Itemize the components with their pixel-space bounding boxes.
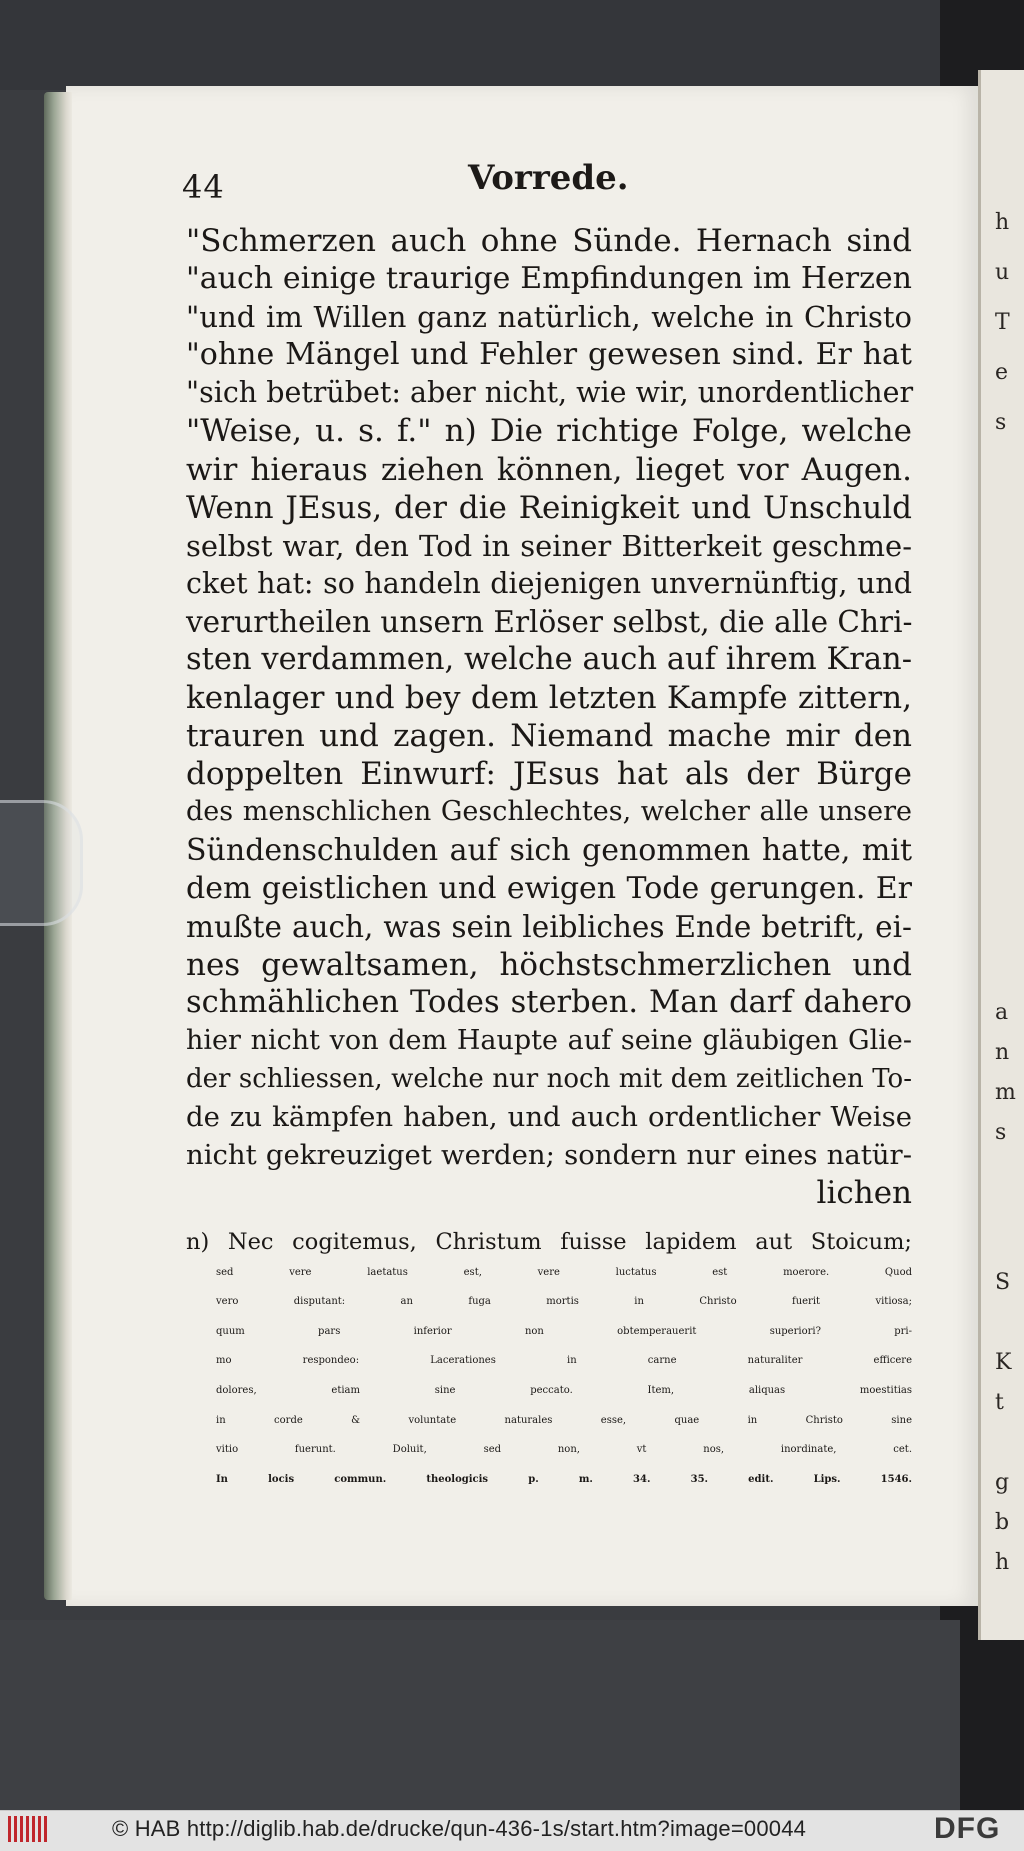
text-line: schmählichen Todes sterben. Man darf dahero xyxy=(186,984,912,1020)
main-text-block xyxy=(186,222,912,1212)
text-line: wir hieraus ziehen können, lieget vor Augen. xyxy=(186,451,912,488)
scan-background-bottom xyxy=(0,1620,960,1810)
next-page-glyph: u xyxy=(995,260,1010,285)
text-line: des menschlichen Geschlechtes, welcher alle unsere xyxy=(186,796,912,828)
text-line: doppelten Einwurf: JEsus hat als der Bürge xyxy=(186,756,912,793)
footnote-line: vitio fuerunt. Doluit, sed non, vt nos, inordinate, cet. xyxy=(216,1444,912,1456)
footnote-block xyxy=(186,1228,912,1494)
next-page-glyph: e xyxy=(995,360,1009,385)
footnote-line: sed vere laetatus est, vere luctatus est moerore. Quod xyxy=(216,1266,912,1278)
next-page-glyph: a xyxy=(995,1000,1009,1025)
page-number: 44 xyxy=(182,168,225,206)
text-line: der schliessen, welche nur noch mit dem zeitlichen To- xyxy=(186,1064,912,1095)
text-line: verurtheilen unsern Erlöser selbst, die alle Chri- xyxy=(186,604,913,639)
next-page-glyph: h xyxy=(995,210,1010,235)
text-line: cket hat: so handeln diejenigen unvernünftig, und xyxy=(186,566,912,600)
footnote-line: vero disputant: an fuga mortis in Christo fuerit vitiosa; xyxy=(216,1296,912,1308)
text-line: dem geistlichen und ewigen Tode gerungen. Er xyxy=(186,870,912,906)
text-line: kenlager und bey dem letzten Kampfe zittern, xyxy=(186,680,912,717)
footnote-line: In locis commun. theologicis p. m. 34. 35. edit. Lips. 1546. xyxy=(216,1473,912,1485)
text-line: "sich betrübet: aber nicht, wie wir, unordentlicher xyxy=(186,376,914,410)
next-page-glyph: b xyxy=(995,1510,1010,1535)
text-line: nes gewaltsamen, höchstschmerzlichen und xyxy=(186,946,912,983)
next-page-glyph: g xyxy=(995,1470,1010,1495)
next-page-glyph: m xyxy=(995,1080,1016,1105)
next-page-glyph: K xyxy=(995,1350,1012,1375)
text-line: "und im Willen ganz natürlich, welche in Christo xyxy=(186,300,912,335)
footnote-line: in corde & voluntate naturales esse, quae in Christo sine xyxy=(216,1414,912,1426)
text-line: hier nicht von dem Haupte auf seine gläubigen Glie- xyxy=(186,1024,912,1056)
text-line: trauren und zagen. Niemand mache mir den xyxy=(186,718,912,755)
text-line: Sündenschulden auf sich genommen hatte, mit xyxy=(186,832,912,868)
text-line: mußte auch, was sein leibliches Ende betrift, ei- xyxy=(186,909,912,944)
footnote-line: dolores, etiam sine peccato. Item, aliquas moestitias xyxy=(216,1384,912,1396)
next-page-glyph: s xyxy=(995,1120,1007,1145)
running-head: Vorrede. xyxy=(468,158,629,198)
text-line: "Schmerzen auch ohne Sünde. Hernach sind xyxy=(186,223,912,259)
scan-background-top xyxy=(0,0,1024,90)
next-page-glyph: t xyxy=(995,1390,1004,1415)
next-page-edge xyxy=(978,70,1024,1640)
next-page-glyph: n xyxy=(995,1040,1010,1065)
next-page-glyph: s xyxy=(995,410,1007,435)
text-line: nicht gekreuziget werden; sondern nur eines natür- xyxy=(186,1139,912,1172)
text-line: "ohne Mängel und Fehler gewesen sind. Er hat xyxy=(186,337,912,373)
text-line: lichen xyxy=(816,1175,912,1212)
next-page-glyph: h xyxy=(995,1550,1010,1575)
text-line: "auch einige traurige Empfindungen im Herzen xyxy=(186,261,912,297)
next-page-glyph: S xyxy=(995,1270,1011,1295)
library-logo-icon xyxy=(8,1816,48,1842)
text-line: Wenn JEsus, der die Reinigkeit und Unschuld xyxy=(186,489,912,526)
footnote-line: mo respondeo: Lacerationes in carne naturaliter efficere xyxy=(216,1355,912,1367)
footnote-line: quum pars inferior non obtemperauerit superiori? pri- xyxy=(216,1325,912,1337)
footer-credit-link[interactable]: © HAB http://diglib.hab.de/drucke/qun-436-1s/start.htm?image=00044 xyxy=(112,1816,807,1841)
text-line: sten verdammen, welche auch auf ihrem Kran- xyxy=(186,642,912,678)
text-line: selbst war, den Tod in seiner Bitterkeit geschme- xyxy=(186,528,912,563)
text-line: de zu kämpfen haben, und auch ordentlicher Weise xyxy=(186,1101,912,1134)
page-holder-clip xyxy=(0,800,83,926)
dfg-logo: DFG xyxy=(934,1812,1001,1845)
text-line: "Weise, u. s. f." n) Die richtige Folge, welche xyxy=(186,413,912,450)
next-page-glyph: T xyxy=(995,310,1010,335)
footnote-line: n) Nec cogitemus, Christum fuisse lapidem aut Stoicum; xyxy=(186,1229,912,1255)
